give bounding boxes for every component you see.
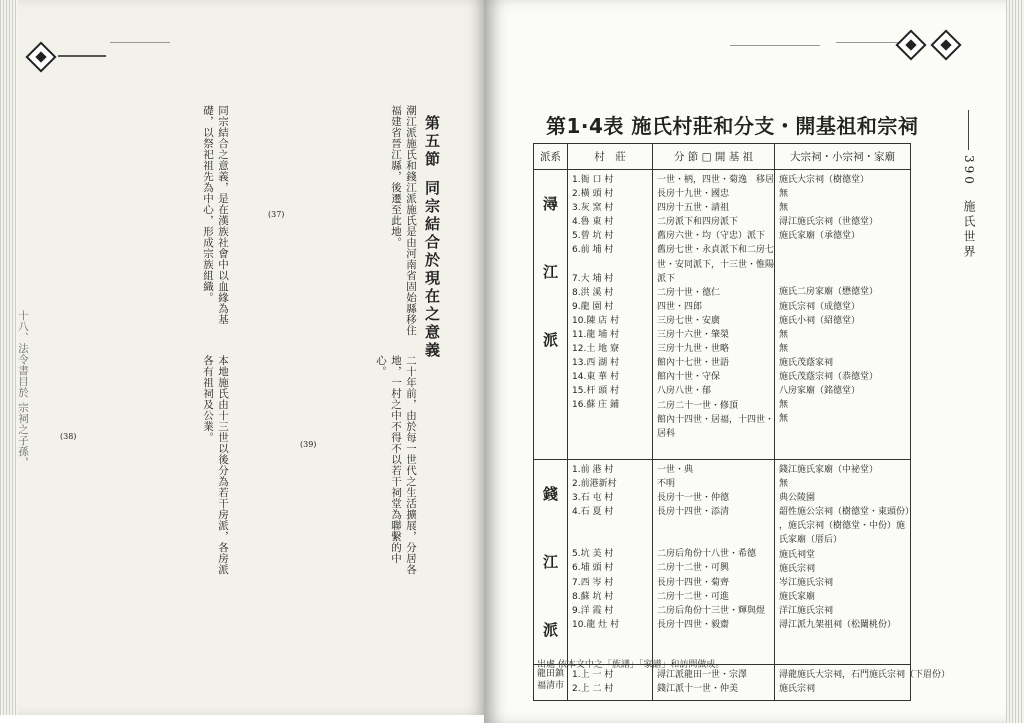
table-row	[534, 460, 911, 665]
temple-entry: 潯江施氏宗祠（世德堂）	[779, 217, 879, 228]
group-label	[534, 170, 568, 460]
village-name: 2.上 二 村	[572, 684, 614, 695]
village-name: 1.前 港 村	[572, 465, 614, 475]
village-name: 4.魯 東 村	[572, 217, 614, 228]
founder-entry: 二房后角份十八世・希德	[657, 549, 757, 560]
spacer	[657, 533, 770, 547]
village-name: 16.蘇 庄 鋪	[572, 400, 620, 411]
temple-cell	[775, 665, 951, 701]
founder-entry: 長房十一世・仲德	[657, 493, 730, 504]
village-name: 5.曾 坑 村	[572, 231, 614, 242]
temple-entry: 施氏大宗祠（樹德堂）	[779, 175, 870, 185]
founder-entry: 館內十世・守保	[657, 372, 721, 383]
village-name: 10.龍 灶 村	[572, 619, 620, 630]
left-page	[0, 0, 488, 715]
founder-entry: 一世・柄，四世・菊逸 移居	[657, 175, 775, 185]
temple-entry: 施氏宗祠	[779, 684, 816, 695]
spacer	[572, 519, 648, 533]
spacer	[572, 258, 648, 272]
temple-entry: 無	[779, 400, 789, 411]
spacer	[779, 257, 906, 271]
founder-entry: 長房十九世・國忠	[657, 189, 730, 200]
founder-entry: 三房七世・安廣	[657, 315, 721, 326]
temple-entry: 錢江施氏家廟（中祕堂）	[779, 465, 879, 475]
group-label-char: 派	[542, 621, 558, 639]
group-label	[534, 460, 568, 665]
table-row	[534, 170, 911, 460]
temple-entry: 施氏茂蔭家祠	[779, 357, 834, 368]
village-name: 3.灰 窯 村	[572, 203, 614, 214]
temple-entry: 施氏家廟（承德堂）	[779, 231, 861, 242]
column-header: 村 莊	[568, 144, 653, 170]
founder-entry: 二房二十一世・修頂	[657, 400, 739, 411]
spacer	[572, 533, 648, 547]
founder-entry: 二房派下和四房派下	[657, 217, 739, 228]
group-label-char: 派	[542, 331, 558, 349]
founder-entry: 二房十二世・可興	[657, 563, 730, 574]
temple-entry: 施氏家廟	[779, 591, 816, 602]
founder-entry: 舊房七世・永貞派下和二房七	[657, 245, 775, 256]
temple-entry: 無	[779, 343, 789, 354]
village-name: 13.西 湖 村	[572, 358, 620, 369]
village-cell	[568, 170, 653, 460]
founder-entry: 長房十四世・毅齋	[657, 619, 730, 630]
founder-entry: 八房八世・郁	[657, 386, 712, 397]
running-title: 施氏世界	[962, 199, 976, 260]
village-name: 11.龍 埔 村	[572, 329, 620, 340]
founder-entry: 居科	[657, 428, 676, 439]
village-name: 6.埔 頭 村	[572, 563, 614, 574]
table-title: 第1·4表 施氏村莊和分支・開基祖和宗祠	[546, 114, 919, 138]
temple-entry: 施氏茂蔭宗祠（恭德堂）	[779, 372, 879, 383]
founder-entry: 錢江派十一世・仲美	[657, 684, 739, 695]
village-name: 7.大 埔 村	[572, 273, 614, 284]
temple-entry: 施氏宗祠	[779, 563, 816, 574]
section-title: 同宗結合於現在之意義	[423, 180, 441, 360]
village-name: 8.洪 溪 村	[572, 287, 614, 298]
village-name: 4.石 夏 村	[572, 507, 614, 518]
founder-entry: 世・安同派下，十三世・惟陽	[657, 259, 775, 270]
founder-entry: 舊房六世・均（守忠）派下	[657, 231, 766, 242]
group-label-bottom: 福清市	[536, 681, 564, 691]
table-caption: 出處 依本文中之「族譜」「家譜」和訪問做成。	[537, 660, 725, 670]
village-name: 9.洋 霞 村	[572, 605, 614, 616]
temple-entry: 無	[779, 329, 789, 340]
village-name: 14.東 華 村	[572, 372, 620, 383]
temple-entry: 典公陵園	[779, 493, 816, 504]
ornament-rule	[58, 55, 106, 57]
page-number-block	[961, 155, 978, 260]
group-label-top: 龍田鎮	[536, 669, 564, 679]
village-name: 9.龍 園 村	[572, 301, 614, 312]
village-name: 7.西 岑 村	[572, 577, 614, 588]
village-cell	[568, 460, 653, 665]
temple-entry: 氏家廟（厝后）	[779, 535, 843, 546]
founder-entry: 館內十七世・世語	[657, 358, 730, 369]
founder-entry: 三房十九世・世略	[657, 344, 730, 355]
founder-entry: 四世・四郎	[657, 301, 703, 312]
body-paragraph: 同宗結合之意義，是在漢族社會中以血緣為基礎，以祭祀祖先為中心，形成宗族組織。	[202, 105, 229, 325]
founder-cell	[653, 460, 775, 665]
temple-entry: 無	[779, 203, 789, 214]
temple-entry: 無	[779, 479, 789, 490]
founder-entry: 三房十六世・肇榮	[657, 330, 730, 341]
temple-entry: 岑江施氏宗祠	[779, 577, 834, 588]
group-label-char: 江	[542, 553, 558, 571]
column-header: 分 節 □ 開 基 祖	[653, 144, 775, 170]
village-name: 12.土 地 寮	[572, 344, 620, 355]
column-header: 派系	[534, 144, 568, 170]
page-rule	[968, 110, 969, 150]
spacer	[779, 271, 906, 285]
lineage-table	[533, 143, 951, 701]
table-header-row	[534, 144, 911, 170]
founder-entry: 潯江派龍田一世・宗澤	[657, 670, 748, 680]
temple-cell	[775, 170, 911, 460]
footnote-ref: (39)	[300, 440, 317, 449]
spacer	[657, 519, 770, 533]
founder-entry: 派下	[657, 273, 676, 284]
village-name: 15.杆 頭 村	[572, 386, 620, 397]
temple-entry: 潯江派九架祖祠（松闌桃份）	[779, 620, 897, 631]
village-name: 2.橫 頭 村	[572, 189, 614, 200]
page-edge-right	[1006, 0, 1024, 723]
section-number: 第五節	[423, 115, 441, 169]
group-label-char: 錢	[542, 485, 558, 503]
group-label-char: 潯	[542, 195, 558, 213]
temple-entry: 無	[779, 414, 789, 425]
temple-entry: 韶性施公宗祠（樹德堂・東頭份）	[779, 507, 915, 518]
founder-entry: 二房后角份十三世・輝與煜	[657, 605, 766, 616]
footnote-ref: (37)	[268, 210, 285, 219]
ornament-rule	[836, 42, 900, 43]
village-name: 2.前港新村	[572, 479, 617, 490]
founder-entry: 長房十四世・菊齊	[657, 577, 730, 588]
founder-cell	[653, 170, 775, 460]
group-label-char: 江	[542, 263, 558, 281]
founder-entry: 一世・典	[657, 465, 694, 475]
page-number: 390	[962, 155, 976, 187]
temple-entry: 無	[779, 189, 789, 200]
spacer	[779, 243, 906, 257]
body-paragraph: 本地施氏由十三世以後分為若干房派，各房派各有祖祠及公業。	[202, 355, 229, 575]
village-name: 10.陳 店 村	[572, 315, 620, 326]
founder-entry: 館內十四世・居福，十四世・	[657, 414, 775, 425]
temple-entry: 洋江施氏宗祠	[779, 605, 834, 616]
body-paragraph: 潮江派施氏和錢江派施氏是由河南省固始縣移住福建省晉江縣，後遷至此地。	[390, 105, 417, 336]
temple-cell	[775, 460, 915, 665]
temple-entry: ，施氏宗祠（樹德堂・中份）施	[779, 521, 906, 532]
temple-entry: 潯龍施氏大宗祠，石門施氏宗祠（下眉份）	[779, 670, 951, 680]
body-paragraph: 二十年前，由於每一世代之生活擴展，分居各地，一村之中不得不以若干祠堂為聯繫的中心。	[375, 355, 417, 575]
temple-entry: 施氏二房家廟（懋德堂）	[779, 287, 879, 298]
founder-entry: 二房十世・德仁	[657, 287, 721, 298]
temple-entry: 施氏宗祠（成德堂）	[779, 301, 861, 312]
temple-entry: 八房家廟（銘德堂）	[779, 386, 861, 397]
marginal-note: 十八、法令書目於 宗祠之子孫，	[17, 310, 29, 468]
village-name: 8.蘇 坑 村	[572, 591, 614, 602]
temple-entry: 施氏祠堂	[779, 549, 816, 560]
village-name: 1.上 一 村	[572, 670, 614, 680]
village-name: 3.石 屯 村	[572, 493, 614, 504]
founder-entry: 長房十四世・添清	[657, 507, 730, 518]
footnote-ref: (38)	[60, 432, 77, 441]
temple-entry: 施氏小祠（紹德堂）	[779, 315, 861, 326]
village-name: 1.衙 口 村	[572, 175, 614, 185]
village-name: 5.坑 美 村	[572, 549, 614, 560]
founder-entry: 二房十二世・可進	[657, 591, 730, 602]
column-header: 大宗祠・小宗祠・家廟	[775, 144, 911, 170]
ornament-icon	[25, 41, 56, 72]
village-name: 6.前 埔 村	[572, 245, 614, 256]
founder-entry: 不明	[657, 479, 676, 490]
ornament-rule	[110, 42, 170, 43]
founder-entry: 四房十五世・請祖	[657, 203, 730, 214]
ornament-rule	[730, 45, 820, 46]
